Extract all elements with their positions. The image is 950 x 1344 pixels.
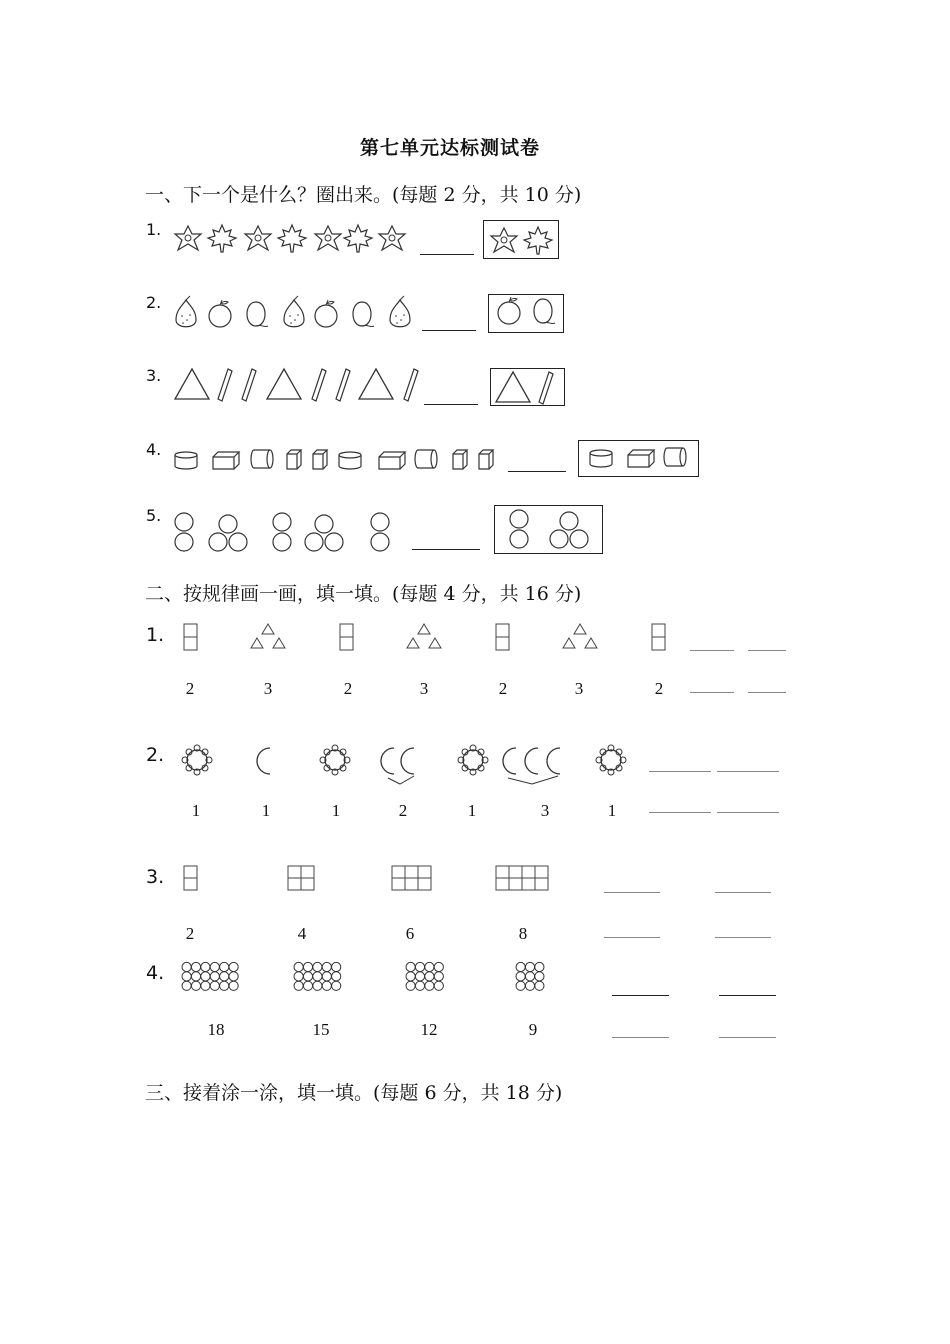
peach-icon[interactable] — [534, 299, 555, 324]
three-triangles-icon — [407, 624, 441, 648]
cylinder-lying-icon[interactable] — [251, 450, 273, 468]
two-circles-icon[interactable] — [371, 513, 389, 551]
circle-dot — [201, 972, 210, 981]
flower-sun-icon — [182, 745, 212, 775]
s1-q4-label: 4. — [146, 440, 162, 459]
s2-q3-draw-blank-1[interactable] — [604, 892, 660, 893]
s2-q1-num: 2 — [343, 679, 353, 698]
stick-icon[interactable] — [312, 369, 326, 401]
circle-dot — [525, 962, 534, 971]
s2-q4-num-blank-1[interactable] — [612, 1037, 669, 1038]
s2-q2-num: 1 — [467, 801, 477, 820]
s1-q1-answer-blank[interactable] — [420, 254, 474, 255]
s2-q3-num: 4 — [297, 924, 307, 943]
circle-dot — [313, 962, 322, 971]
s2-q1-draw-blank-2[interactable] — [748, 650, 786, 651]
circle-dot — [525, 981, 534, 990]
s2-q1-num: 2 — [185, 679, 195, 698]
circle-dot — [220, 981, 229, 990]
maple-leaf-icon[interactable] — [524, 227, 552, 254]
triangle-icon[interactable] — [175, 369, 209, 399]
cylinder-lying-icon[interactable] — [415, 450, 437, 468]
two-circles-icon[interactable] — [175, 513, 193, 551]
three-triangles-icon — [251, 624, 285, 648]
circle-dot — [425, 981, 434, 990]
s2-q3-num: 2 — [185, 924, 195, 943]
circle-dot — [415, 972, 424, 981]
circle-dot — [415, 981, 424, 990]
flower-sun-icon — [596, 745, 626, 775]
maple-leaf-icon[interactable] — [278, 225, 306, 252]
circle-dot — [294, 981, 303, 990]
s2-q3-num-blank-1[interactable] — [604, 937, 660, 938]
circle-dot — [229, 962, 238, 971]
flower-icon[interactable] — [379, 226, 405, 250]
s2-q2-num-blank-1[interactable] — [649, 812, 711, 813]
circle-dot — [332, 962, 341, 971]
circle-dot — [201, 962, 210, 971]
cuboid-icon[interactable] — [379, 452, 405, 469]
s1-q3-answer-blank[interactable] — [424, 404, 478, 405]
s1-q2-answer-blank[interactable] — [422, 330, 476, 331]
s2-q4-num: 15 — [312, 1020, 330, 1039]
s2-q4-draw-blank-2[interactable] — [719, 995, 776, 996]
s1-q4-options-box — [578, 440, 699, 477]
s2-q1-num-blank-2[interactable] — [748, 692, 786, 693]
s2-q2-draw-blank-1[interactable] — [649, 771, 711, 772]
circle-dot — [535, 972, 544, 981]
s2-q1-num: 2 — [498, 679, 508, 698]
peach-icon[interactable] — [353, 302, 374, 327]
circle-dot — [210, 962, 219, 971]
s2-q4-num: 12 — [420, 1020, 438, 1039]
circle-dot — [182, 972, 191, 981]
circle-dot — [313, 972, 322, 981]
s2-q3-num-blank-2[interactable] — [715, 937, 771, 938]
pear-icon[interactable] — [284, 296, 304, 327]
s2-q2-num: 3 — [540, 801, 550, 820]
s1-q5-answer-blank[interactable] — [412, 549, 480, 550]
peach-icon[interactable] — [247, 302, 268, 327]
circle-dot — [303, 972, 312, 981]
maple-leaf-icon[interactable] — [344, 225, 372, 252]
s2-q4-num: 9 — [528, 1020, 538, 1039]
circle-dot — [210, 972, 219, 981]
circle-dot — [415, 962, 424, 971]
circle-dot — [191, 981, 200, 990]
circle-dot — [425, 972, 434, 981]
cube-icon[interactable] — [287, 450, 301, 469]
s1-q2-sequence — [172, 294, 432, 334]
s2-q2-num: 1 — [191, 801, 201, 820]
circle-dot — [294, 972, 303, 981]
s2-q1-num: 3 — [574, 679, 584, 698]
s2-q2-sequence — [180, 742, 640, 786]
s2-q3-sequence — [180, 864, 560, 894]
two-squares-icon — [184, 624, 197, 650]
two-squares-icon — [652, 624, 665, 650]
s1-q4-sequence — [174, 447, 504, 477]
circle-dot — [303, 981, 312, 990]
two-squares-icon — [496, 624, 509, 650]
pear-icon[interactable] — [176, 296, 196, 327]
stick-icon[interactable] — [539, 372, 553, 404]
apple-icon[interactable] — [209, 300, 231, 327]
apple-icon[interactable] — [498, 297, 520, 324]
triangle-icon[interactable] — [359, 369, 393, 399]
s2-q3-draw-blank-2[interactable] — [715, 892, 771, 893]
flower-sun-icon — [458, 745, 488, 775]
circle-dot — [535, 962, 544, 971]
s2-q2-label: 2. — [146, 744, 165, 766]
stick-icon[interactable] — [242, 369, 256, 401]
circle-group-icon — [406, 962, 443, 990]
s1-q3-options-box — [490, 368, 565, 406]
circle-dot — [294, 962, 303, 971]
two-moons-icon — [381, 748, 414, 784]
grid-6-icon — [392, 866, 431, 890]
circle-dot — [332, 972, 341, 981]
two-circles-icon[interactable] — [273, 513, 291, 551]
section3-heading: 三、接着涂一涂，填一填。(每题 6 分，共 18 分) — [145, 1082, 563, 1104]
flower-sun-icon — [320, 745, 350, 775]
s2-q1-label: 1. — [146, 624, 165, 646]
cube-icon[interactable] — [453, 450, 467, 469]
circle-dot — [322, 972, 331, 981]
s2-q2-num: 2 — [398, 801, 408, 820]
three-circles-icon[interactable] — [209, 515, 247, 551]
circle-dot — [535, 981, 544, 990]
s1-q4-answer-blank[interactable] — [508, 471, 566, 472]
circle-group-icon — [294, 962, 341, 990]
s2-q1-sequence — [180, 622, 660, 656]
circle-dot — [220, 962, 229, 971]
three-circles-icon[interactable] — [550, 512, 588, 548]
grid-8-icon — [496, 866, 548, 890]
circle-dot — [191, 962, 200, 971]
circle-group-icon — [516, 962, 544, 990]
s1-q2-options-box — [488, 294, 564, 333]
s2-q2-draw-blank-2[interactable] — [717, 771, 779, 772]
three-triangles-icon — [563, 624, 597, 648]
page-title: 第七单元达标测试卷 — [360, 137, 541, 159]
flower-icon[interactable] — [491, 228, 517, 252]
s1-q5-options-box — [494, 505, 603, 554]
circle-dot — [425, 962, 434, 971]
cube-icon[interactable] — [313, 450, 327, 469]
s2-q1-draw-blank-1[interactable] — [690, 650, 734, 651]
circle-dot — [434, 962, 443, 971]
s2-q2-num: 1 — [261, 801, 271, 820]
triangle-icon[interactable] — [267, 369, 301, 399]
triangle-icon[interactable] — [496, 372, 530, 402]
s2-q3-num: 6 — [405, 924, 415, 943]
circle-dot — [220, 972, 229, 981]
circle-dot — [516, 962, 525, 971]
apple-icon[interactable] — [315, 300, 337, 327]
circle-dot — [434, 972, 443, 981]
s1-q2-label: 2. — [146, 293, 162, 312]
circle-dot — [229, 981, 238, 990]
circle-dot — [182, 981, 191, 990]
flower-icon[interactable] — [245, 226, 271, 250]
cylinder-icon[interactable] — [175, 452, 197, 469]
circle-dot — [525, 972, 534, 981]
cube-icon[interactable] — [479, 450, 493, 469]
circle-dot — [210, 981, 219, 990]
circle-dot — [191, 972, 200, 981]
s2-q4-num-blank-2[interactable] — [719, 1037, 776, 1038]
grid-2-icon — [184, 866, 197, 890]
two-squares-icon — [340, 624, 353, 650]
circle-dot — [229, 972, 238, 981]
s1-q1-options-box — [483, 220, 559, 259]
circle-dot — [322, 962, 331, 971]
s2-q1-num: 2 — [654, 679, 664, 698]
flower-icon[interactable] — [175, 226, 201, 250]
cylinder-lying-icon[interactable] — [664, 448, 686, 466]
circle-dot — [516, 972, 525, 981]
maple-leaf-icon[interactable] — [208, 225, 236, 252]
circle-dot — [303, 962, 312, 971]
s2-q2-num: 1 — [331, 801, 341, 820]
cylinder-icon[interactable] — [590, 450, 612, 467]
stick-icon[interactable] — [218, 369, 232, 401]
s1-q1-label: 1. — [146, 220, 162, 239]
s1-q3-sequence — [174, 366, 434, 406]
stick-icon[interactable] — [336, 369, 350, 401]
three-circles-icon[interactable] — [305, 515, 343, 551]
circle-dot — [434, 981, 443, 990]
cuboid-icon[interactable] — [628, 450, 654, 467]
s2-q3-num: 8 — [518, 924, 528, 943]
circle-dot — [406, 981, 415, 990]
s2-q2-num-blank-2[interactable] — [717, 812, 779, 813]
three-moons-icon — [503, 748, 560, 784]
circle-dot — [322, 981, 331, 990]
two-circles-icon[interactable] — [510, 510, 528, 548]
circle-group-icon — [182, 962, 238, 990]
moon-icon — [257, 748, 270, 774]
s1-q3-label: 3. — [146, 366, 162, 385]
circle-dot — [182, 962, 191, 971]
circle-dot — [313, 981, 322, 990]
s1-q5-sequence — [174, 510, 404, 554]
s2-q4-label: 4. — [146, 962, 165, 984]
circle-dot — [516, 981, 525, 990]
circle-dot — [332, 981, 341, 990]
s2-q4-draw-blank-1[interactable] — [612, 995, 669, 996]
circle-dot — [406, 972, 415, 981]
circle-dot — [201, 981, 210, 990]
s1-q5-label: 5. — [146, 506, 162, 525]
pear-icon[interactable] — [390, 296, 410, 327]
section2-heading: 二、按规律画一画，填一填。(每题 4 分，共 16 分) — [145, 583, 582, 605]
cuboid-icon[interactable] — [213, 452, 239, 469]
section1-heading: 一、下一个是什么？圈出来。(每题 2 分，共 10 分) — [145, 184, 582, 206]
s2-q1-num: 3 — [263, 679, 273, 698]
flower-icon[interactable] — [315, 226, 341, 250]
s2-q4-sequence — [180, 960, 560, 1000]
s2-q1-num: 3 — [419, 679, 429, 698]
s2-q2-num: 1 — [607, 801, 617, 820]
grid-4-icon — [288, 866, 314, 890]
circle-dot — [406, 962, 415, 971]
s2-q4-num: 18 — [207, 1020, 225, 1039]
s2-q3-label: 3. — [146, 866, 165, 888]
cylinder-icon[interactable] — [339, 452, 361, 469]
stick-icon[interactable] — [404, 369, 418, 401]
s2-q1-num-blank-1[interactable] — [690, 692, 734, 693]
